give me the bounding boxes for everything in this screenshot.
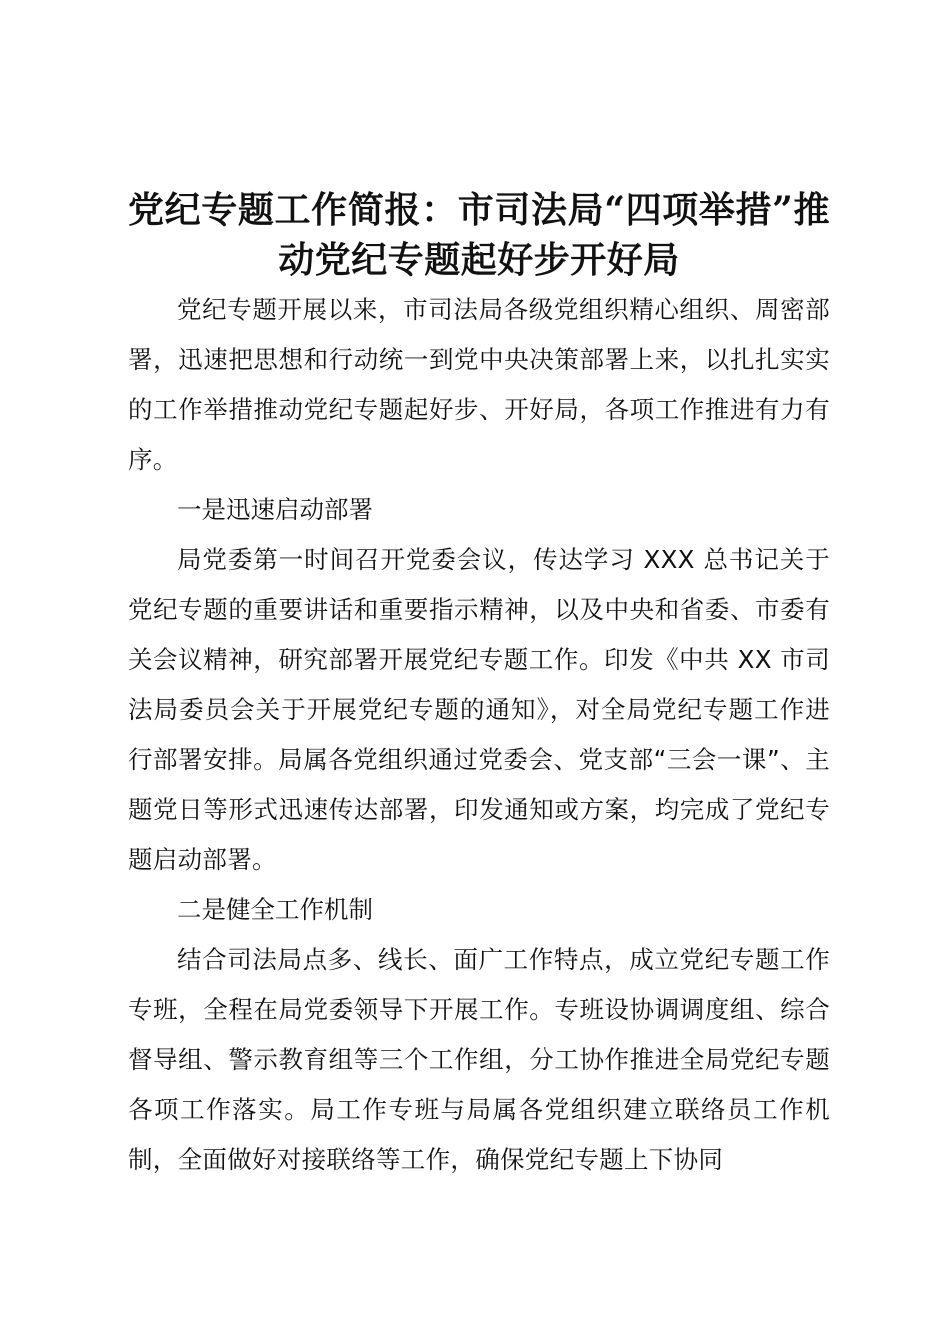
section-heading: 一是迅速启动部署 <box>177 495 373 524</box>
section-2 <box>128 885 830 1185</box>
intro-paragraph: 党纪专题开展以来，市司法局各级党组织精心组织、周密部署，迅速把思想和行动统一到党中央决策部署上来，以扎扎实实的工作举措推动党纪专题起好步、开好局，各项工作推进有力有序。 <box>128 295 830 474</box>
section-1 <box>128 485 830 885</box>
section-heading: 二是健全工作机制 <box>177 895 373 924</box>
section-paragraph: 局党委第一时间召开党委会议，传达学习 XXX 总书记关于党纪专题的重要讲话和重要指示精神，以及中央和省委、市委有关会议精神，研究部署开展党纪专题工作。印发《中共 XX 市司法局委员会关于开展党纪专题的通知》，对全局党纪专题工作进行部署安排。局属各党组织通过党委会、党支部“三会一课”、主题党日等形式迅速传达部署，印发通知或方案，均完成了党纪专题启动部署。 <box>128 545 830 874</box>
section-paragraph: 结合司法局点多、线长、面广工作特点，成立党纪专题工作专班，全程在局党委领导下开展工作。专班设协调调度组、综合督导组、警示教育组等三个工作组，分工协作推进全局党纪专题各项工作落实。局工作专班与局属各党组织建立联络员工作机制，全面做好对接联络等工作，确保党纪专题上下协同 <box>128 945 830 1174</box>
document-title: 党纪专题工作简报：市司法局“四项举措”推动党纪专题起好步开好局 <box>128 189 830 281</box>
document-page <box>128 185 830 1185</box>
